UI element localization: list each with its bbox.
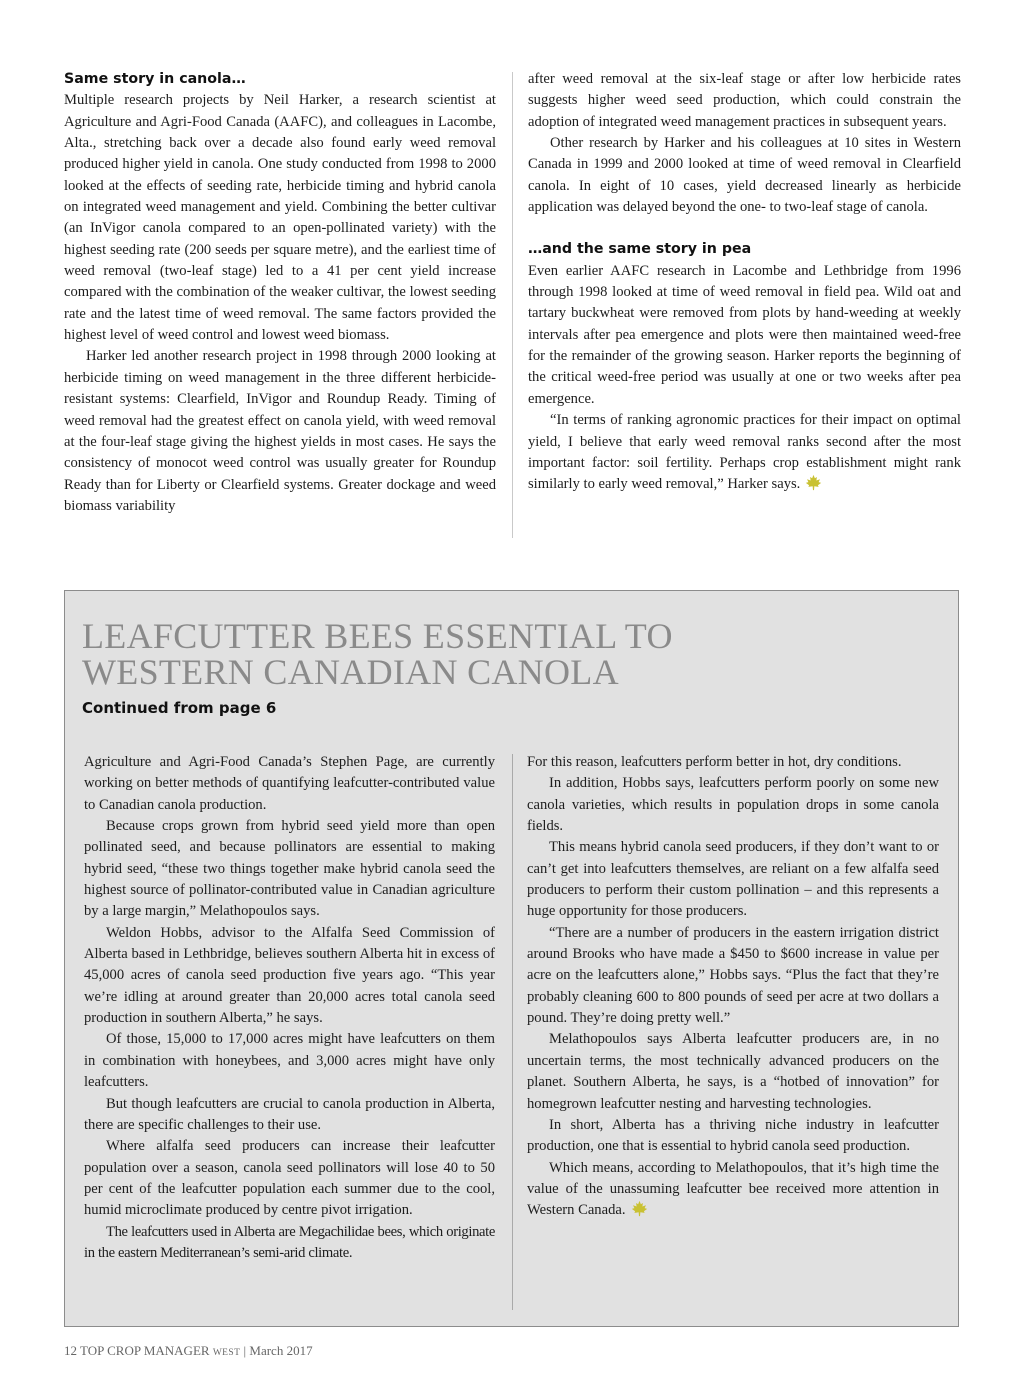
article-left-column: [64, 69, 496, 517]
sidebar-left-column: [84, 752, 495, 1264]
maple-leaf-icon: [805, 474, 822, 491]
section-heading-pea: …and the same story in pea: [528, 241, 752, 258]
paragraph: [528, 410, 961, 495]
section-heading-canola: Same story in canola…: [64, 71, 246, 87]
column-divider: [512, 72, 513, 538]
paragraph: For this reason, leafcutters perform better in hot, dry conditions.: [527, 754, 902, 770]
paragraph: But though leafcutters are crucial to canola production in Alberta, there are specific challenges to their use.: [84, 1095, 495, 1133]
paragraph: Because crops grown from hybrid seed yield more than open pollinated seed, and because pollinators are essential to making hybrid seed, “these two things together make hybrid canola seed the highest source of pollinator-contributed value in Canadian agriculture by a large margin,” Melathopoulos says.: [84, 818, 495, 920]
paragraph: In short, Alberta has a thriving niche industry in leafcutter production, one that is essential to hybrid canola seed production.: [527, 1116, 939, 1155]
sidebar-title-line: WESTERN CANADIAN CANOLA: [82, 652, 619, 692]
maple-leaf-icon: [631, 1200, 648, 1217]
paragraph-text: “In terms of ranking agronomic practices for their impact on optimal yield, I believe that early weed removal ranks second after the most important factor: soil fertility. Perhaps crop establishment might rank similarly to early weed removal,” Harker says.: [528, 412, 961, 493]
sidebar-right-column: [527, 752, 939, 1222]
paragraph: after weed removal at the six-leaf stage or after low herbicide rates suggests higher weed seed production, which could constrain the adoption of integrated weed management practices in subsequent years.: [528, 71, 961, 130]
page-footer: [64, 1342, 313, 1362]
paragraph: In addition, Hobbs says, leafcutters perform poorly on some new canola varieties, which results in population drops in some canola fields.: [527, 775, 939, 835]
paragraph-text: Which means, according to Melathopoulos, that it’s high time the value of the unassuming leafcutter bee received more attention in Western Canada.: [527, 1159, 939, 1219]
publication-edition: WEST: [212, 1348, 241, 1358]
paragraph: Multiple research projects by Neil Harker, a research scientist at Agriculture and Agri-Food Canada (AAFC), and colleagues in Lacombe, Alta., stretching back over a decade also found early weed removal produced higher yield in canola. One study conducted from 1998 to 2000 looked at the effects of seeding rate, herbicide timing and hybrid canola on integrated weed management and yield. Combining the better cultivar (an InVigor canola compared to an open-pollinated variety) with the highest seeding rate (200 seeds per square metre), and the earliest time of weed removal (two-leaf stage) led to a 41 per cent yield increase compared with the combination of the weaker cultivar, the lowest seeding rate and the latest time of weed removal. The same factors provided the highest level of weed control and lowest weed biomass.: [64, 92, 496, 344]
paragraph: The leafcutters used in Alberta are Megachilidae bees, which originate in the eastern Mediterranean’s semi-arid climate.: [84, 1223, 495, 1261]
paragraph: Even earlier AAFC research in Lacombe and Lethbridge from 1996 through 1998 looked at time of weed removal in field pea. Wild oat and tartary buckwheat were removed from plots by hand-weeding at weekly intervals after pea emergence and plots were then maintained weed-free for the remainder of the growing season. Harker reports the beginning of the critical weed-free period was usually at one or two weeks after pea emergence.: [528, 262, 961, 407]
column-divider: [512, 754, 513, 1310]
sidebar-title: [82, 618, 942, 690]
paragraph: Agriculture and Agri-Food Canada’s Stephen Page, are currently working on better methods of quantifying leafcutter-contributed value to Canadian canola production.: [84, 754, 495, 813]
publication-name: TOP CROP MANAGER: [80, 1343, 210, 1358]
paragraph: Harker led another research project in 1998 through 2000 looking at herbicide timing on weed management in the three different herbicide-resistant systems: Clearfield, InVigor and Roundup Ready. Timing of weed removal had the greatest effect on canola yield, with weed removal at the four-leaf stage giving the highest yields in most cases. He says the consistency of monocot weed control was usually greater for Roundup Ready than for Liberty or Clearfield systems. Greater dockage and weed biomass variability: [64, 348, 496, 514]
paragraph: Of those, 15,000 to 17,000 acres might have leafcutters on them in combination with honeybees, and 3,000 acres might have only leafcutters.: [84, 1031, 495, 1091]
paragraph: [527, 1158, 939, 1222]
footer-separator: |: [243, 1343, 247, 1358]
page-number: 12: [64, 1343, 77, 1358]
paragraph: Other research by Harker and his colleagues at 10 sites in Western Canada in 1999 and 2000 looked at time of weed removal in Clearfield canola. In eight of 10 cases, yield decreased linearly as herbicide application was delayed beyond the one- to two-leaf stage of canola.: [528, 135, 961, 216]
paragraph: Melathopoulos says Alberta leafcutter producers are, in no uncertain terms, the most technically advanced producers on the planet. Southern Alberta, he says, is a “hotbed of innovation” for homegrown leafcutter nesting and harvesting technologies.: [527, 1031, 939, 1112]
article-right-column: [528, 69, 961, 496]
sidebar-title-line: LEAFCUTTER BEES ESSENTIAL TO: [82, 616, 673, 656]
paragraph: “There are a number of producers in the eastern irrigation district around Brooks who have made a $450 to $600 increase in value per acre on the leafcutters alone,” Hobbs says. “Plus the fact that they’re probably cleaning 600 to 800 pounds of seed per acre at two dollars a pound. They’re doing pretty well.”: [527, 924, 939, 1027]
paragraph: Weldon Hobbs, advisor to the Alfalfa Seed Commission of Alberta based in Lethbridge, believes southern Alberta hit in excess of 45,000 acres of canola seed production five years ago. “This year we’re idling at around greater than 20,000 acres total canola seed production in southern Alberta,” he says.: [84, 924, 495, 1027]
paragraph: Where alfalfa seed producers can increase their leafcutter population over a season, canola seed pollinators will lose 40 to 50 per cent of the leafcutter population each summer due to the cool, humid microclimate produced by centre pivot irrigation.: [84, 1138, 495, 1219]
issue-date: March 2017: [249, 1343, 313, 1358]
paragraph: This means hybrid canola seed producers, if they don’t want to or can’t get into leafcutters themselves, are reliant on a few alfalfa seed producers to perform their custom pollination – and this represents a huge opportunity for those producers.: [527, 839, 939, 920]
sidebar-subtitle: Continued from page 6: [82, 699, 277, 717]
